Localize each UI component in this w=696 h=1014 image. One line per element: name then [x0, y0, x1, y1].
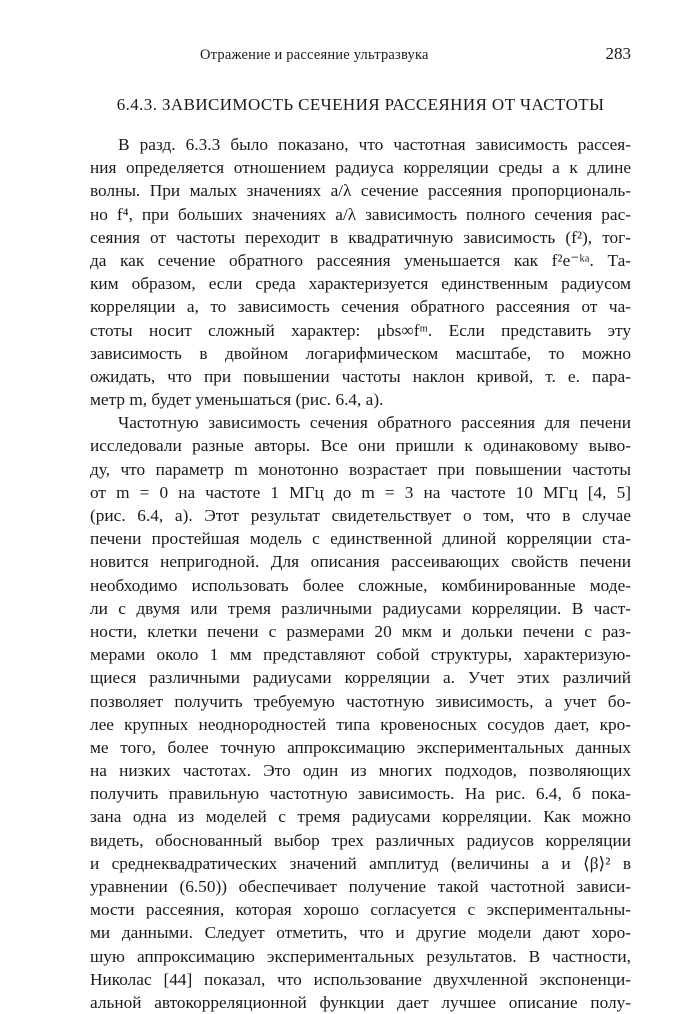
text-line: новится непригодной. Для описания рассеивающих свойств печени [90, 552, 631, 572]
text-line: уравнении (6.50)) обеспечивает получение такой частотной зависи- [90, 877, 631, 896]
text-line: ми данными. Следует отметить, что и другие модели дают хоро- [90, 923, 631, 943]
text-line: Частотную зависимость сечения обратного рассеяния для печени [118, 413, 631, 433]
text-line: но f⁴, при больших значениях a/λ зависимость полного сечения рас- [90, 204, 631, 224]
text-line: зависимость в двойном логарифмическом масштабе, то можно [90, 343, 631, 363]
text-line: мости рассеяния, которая хорошо согласуется с экспериментальны- [90, 900, 631, 920]
text-line: шую аппроксимацию экспериментальных результатов. В частности, [90, 946, 631, 966]
text-line: (рис. 6.4, a). Этот результат свидетельствует о том, что в случае [90, 506, 631, 525]
text-line: и среднеквадратических значений амплитуд (величины a и ⟨β⟩² в [90, 853, 631, 873]
text-line: щиеся различными радиусами корреляции a. Учет этих различий [90, 668, 631, 688]
text-line: мерами около 1 мм представляют собой структуры, характеризую- [90, 645, 631, 665]
text-line: стоты носит сложный характер: μbs∞fᵐ. Если представить эту [90, 320, 631, 340]
paragraph-1 [90, 133, 631, 411]
running-head [90, 44, 631, 66]
text-line: необходимо использовать более сложные, комбинированные моде- [90, 575, 631, 595]
text-line: альной автокорреляционной функции дает лучшее описание полу- [90, 992, 631, 1012]
text-line: ли с двумя или тремя различными радиусами корреляции. В част- [90, 598, 631, 618]
text-line: ности, клетки печени с размерами 20 мкм и дольки печени с раз- [90, 621, 631, 641]
text-line: корреляции a, то зависимость сечения обратного рассеяния от ча- [90, 297, 631, 317]
text-line: ду, что параметр m монотонно возрастает при повышении частоты [90, 459, 631, 479]
text-line: ния определяется отношением радиуса корреляции среды a к длине [90, 158, 631, 178]
text-line: от m = 0 на частоте 1 МГц до m = 3 на частоте 10 МГц [4, 5] [90, 482, 631, 502]
text-line: зана одна из моделей с тремя радиусами корреляции. Как можно [90, 807, 631, 827]
body-text [90, 133, 631, 1014]
text-line: волны. При малых значениях a/λ сечение рассеяния пропорциональ- [90, 181, 631, 201]
text-line: видеть, обоснованный выбор трех различных радиусов корреляции [90, 830, 631, 850]
page-number: 283 [605, 44, 631, 63]
text-line: печени простейшая модель с единственной длиной корреляции ста- [90, 529, 631, 549]
text-line: на низких частотах. Это один из многих подходов, позволяющих [90, 761, 631, 781]
text-line: исследовали разные авторы. Все они пришли к одинаковому выво- [90, 436, 631, 456]
text-line: ожидать, что при повышении частоты наклон кривой, т. е. пара- [90, 366, 631, 386]
text-line: да как сечение обратного рассеяния уменьшается как f²e⁻ᵏᵃ. Та- [90, 250, 631, 270]
text-line: метр m, будет уменьшаться (рис. 6.4, a). [90, 390, 384, 410]
text-line: сеяния от частоты переходит в квадратичную зависимость (f²), тог- [90, 227, 631, 247]
text-line: Николас [44] показал, что использование двухчленной экспоненци- [90, 969, 631, 989]
paragraph-2 [90, 411, 631, 1014]
text-line: В разд. 6.3.3 было показано, что частотная зависимость рассея- [118, 135, 631, 154]
text-line: позволяет получить требуемую частотную зивисимость, а учет бо- [90, 691, 631, 711]
text-line: ким образом, если среда характеризуется единственным радиусом [90, 274, 631, 294]
text-line: лее крупных неоднородностей типа кровеносных сосудов дает, кро- [90, 714, 631, 734]
running-title: Отражение и рассеяние ультразвука [200, 47, 429, 63]
text-line: ме того, более точную аппроксимацию экспериментальных данных [90, 737, 631, 757]
text-line: получить правильную частотную зависимость. На рис. 6.4, б пока- [90, 784, 631, 804]
section-heading: 6.4.3. ЗАВИСИМОСТЬ СЕЧЕНИЯ РАССЕЯНИЯ ОТ ЧАСТОТЫ [116, 95, 605, 114]
